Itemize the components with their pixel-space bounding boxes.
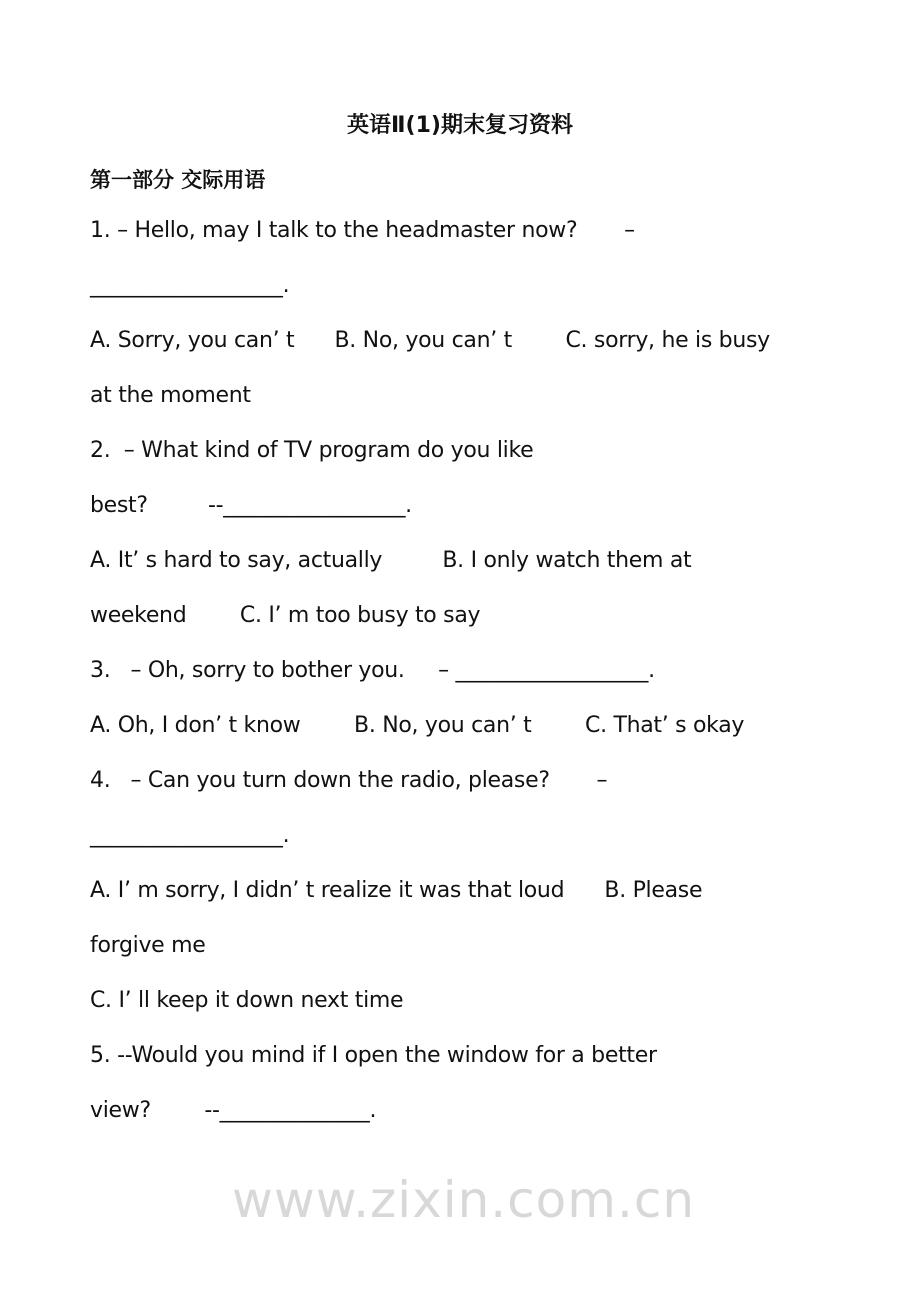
- question-4: 4. – Can you turn down the radio, please? –: [90, 768, 608, 793]
- options-3: A. Oh, I don’ t know B. No, you can’ t C. That’ s okay: [90, 713, 745, 738]
- question-5: 5. --Would you mind if I open the window for a better: [90, 1043, 657, 1068]
- options-1-cont: at the moment: [90, 383, 251, 408]
- options-4: A. I’ m sorry, I didn’ t realize it was that loud B. Please: [90, 878, 703, 903]
- section-heading: 第一部分 交际用语: [90, 168, 266, 192]
- document-title: 英语Ⅱ(1)期末复习资料: [347, 113, 573, 138]
- options-4-cont: forgive me: [90, 933, 206, 958]
- options-4-c: C. I’ ll keep it down next time: [90, 988, 404, 1013]
- answer-blank-4: __________________.: [90, 823, 290, 848]
- options-2: A. It’ s hard to say, actually B. I only watch them at: [90, 548, 692, 573]
- question-3: 3. – Oh, sorry to bother you. – __________________.: [90, 658, 655, 683]
- question-2-cont: best? --_________________.: [90, 493, 412, 518]
- question-5-cont: view? --______________.: [90, 1098, 377, 1123]
- question-2: 2. – What kind of TV program do you like: [90, 438, 534, 463]
- answer-blank-1: __________________.: [90, 273, 290, 298]
- options-1: A. Sorry, you can’ t B. No, you can’ t C. sorry, he is busy: [90, 328, 770, 353]
- options-2-cont: weekend C. I’ m too busy to say: [90, 603, 481, 628]
- watermark: www.zixin.com.cn: [232, 1171, 696, 1229]
- question-1: 1. – Hello, may I talk to the headmaster now? –: [90, 218, 635, 243]
